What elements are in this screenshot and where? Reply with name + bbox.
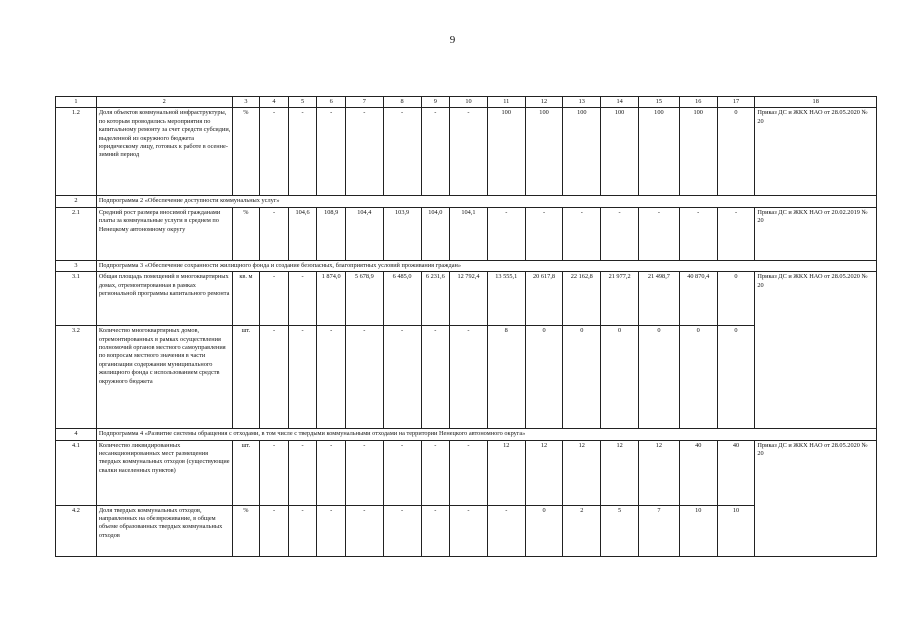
indicator-row (56, 505, 877, 556)
indicator-value: - (345, 326, 383, 429)
indicator-value: - (345, 505, 383, 556)
indicator-name: Общая площадь помещений в многоквартирных домах, отремонтированная в рамках региональной программы капитального ремонта (96, 272, 232, 326)
indicator-value: - (679, 207, 717, 260)
indicator-value: 108,9 (317, 207, 346, 260)
indicator-value: - (450, 108, 488, 196)
indicator-value: 0 (717, 326, 755, 429)
column-number-header: 9 (421, 97, 450, 108)
indicator-value: - (260, 272, 289, 326)
indicator-value: - (317, 108, 346, 196)
indicator-value: - (638, 207, 679, 260)
indicator-value: 22 162,8 (563, 272, 601, 326)
column-number-header: 8 (383, 97, 421, 108)
indicator-value: 12 (525, 440, 563, 505)
indicator-unit: шт. (232, 326, 260, 429)
column-number-header: 7 (345, 97, 383, 108)
indicator-value: 104,0 (421, 207, 450, 260)
indicator-value: 12 792,4 (450, 272, 488, 326)
indicator-name: Доля объектов коммунальной инфраструктуры, по которым проводились мероприятия по капитальному ремонту за счет средств субсидии, выделенной из окружного бюджета юридическому лицу, готовых к работе в осенне-зимний период (96, 108, 232, 196)
header-row (56, 97, 877, 108)
indicator-number: 3.2 (56, 326, 97, 429)
legal-basis: Приказ ДС и ЖКХ НАО от 28.05.2020 № 20 (755, 440, 877, 556)
indicator-name: Количество ликвидированных несанкционированных мест размещения твердых коммунальных отходов (существующие свалки населенных пунктов) (96, 440, 232, 505)
indicator-value: - (383, 440, 421, 505)
indicator-value: 100 (679, 108, 717, 196)
indicator-value: - (487, 505, 525, 556)
indicator-name: Количество многоквартирных домов, отремонтированных в рамках осуществления полномочий органов местного самоуправления по вопросам местного значения в части организации содержания муниципального жилищного фонда с использованием средств окружного бюджета (96, 326, 232, 429)
indicator-value: 2 (563, 505, 601, 556)
indicator-value: 21 977,2 (601, 272, 639, 326)
column-number-header: 1 (56, 97, 97, 108)
indicator-row (56, 326, 877, 429)
section-number: 2 (56, 196, 97, 207)
column-number-header: 11 (487, 97, 525, 108)
indicator-value: 0 (525, 505, 563, 556)
indicator-row (56, 207, 877, 260)
section-number: 3 (56, 260, 97, 271)
indicator-unit: шт. (232, 440, 260, 505)
indicator-value: 13 555,1 (487, 272, 525, 326)
indicator-value: 100 (601, 108, 639, 196)
indicator-value: 0 (717, 272, 755, 326)
indicator-value: 5 (601, 505, 639, 556)
indicator-name: Средний рост размера вносимой гражданами платы за коммунальные услуги в среднем по Ненецкому автономному округу (96, 207, 232, 260)
indicator-value: - (717, 207, 755, 260)
indicator-value: 6 231,6 (421, 272, 450, 326)
indicator-unit: кв. м (232, 272, 260, 326)
indicator-value: - (601, 207, 639, 260)
indicator-number: 2.1 (56, 207, 97, 260)
indicator-value: 104,1 (450, 207, 488, 260)
indicator-value: 21 498,7 (638, 272, 679, 326)
indicator-value: 40 (679, 440, 717, 505)
column-number-header: 18 (755, 97, 877, 108)
indicator-value: 103,9 (383, 207, 421, 260)
indicator-value: - (288, 440, 317, 505)
indicator-row (56, 108, 877, 196)
indicator-value: - (450, 440, 488, 505)
column-number-header: 17 (717, 97, 755, 108)
indicator-value: 8 (487, 326, 525, 429)
column-number-header: 10 (450, 97, 488, 108)
indicator-value: - (563, 207, 601, 260)
indicator-value: 0 (601, 326, 639, 429)
indicator-value: 0 (717, 108, 755, 196)
legal-basis: Приказ ДС и ЖКХ НАО от 28.05.2020 № 20 (755, 108, 877, 196)
indicator-number: 3.1 (56, 272, 97, 326)
indicator-unit: % (232, 505, 260, 556)
column-number-header: 13 (563, 97, 601, 108)
indicator-value: - (260, 326, 289, 429)
indicator-value: 104,4 (345, 207, 383, 260)
indicator-value: 100 (525, 108, 563, 196)
column-number-header: 12 (525, 97, 563, 108)
column-number-header: 15 (638, 97, 679, 108)
column-number-header: 5 (288, 97, 317, 108)
indicator-value: - (260, 505, 289, 556)
indicator-value: - (421, 326, 450, 429)
legal-basis: Приказ ДС и ЖКХ НАО от 20.02.2019 № 20 (755, 207, 877, 260)
indicator-number: 4.1 (56, 440, 97, 505)
indicator-value: - (317, 505, 346, 556)
indicator-value: - (421, 108, 450, 196)
indicator-value: - (345, 108, 383, 196)
indicator-value: - (288, 272, 317, 326)
subprogram-row (56, 196, 877, 207)
indicator-value: 1 874,0 (317, 272, 346, 326)
indicator-value: - (450, 505, 488, 556)
indicator-value: 0 (638, 326, 679, 429)
column-number-header: 4 (260, 97, 289, 108)
indicator-value: 12 (563, 440, 601, 505)
indicator-value: - (487, 207, 525, 260)
indicator-value: 12 (487, 440, 525, 505)
indicator-value: 10 (717, 505, 755, 556)
section-title: Подпрограмма 4 «Развитие системы обращения с отходами, в том числе с твердыми коммунальными отходами на территории Ненецкого автономного округа» (96, 429, 876, 440)
column-number-header: 3 (232, 97, 260, 108)
legal-basis: Приказ ДС и ЖКХ НАО от 28.05.2020 № 20 (755, 272, 877, 429)
indicator-value: - (260, 108, 289, 196)
indicator-value: - (383, 326, 421, 429)
indicator-value: - (317, 440, 346, 505)
indicator-value: - (317, 326, 346, 429)
indicator-value: 100 (638, 108, 679, 196)
indicator-value: 100 (487, 108, 525, 196)
indicator-number: 4.2 (56, 505, 97, 556)
indicator-value: 12 (601, 440, 639, 505)
indicator-number: 1.2 (56, 108, 97, 196)
indicator-value: - (421, 505, 450, 556)
indicator-value: 0 (563, 326, 601, 429)
indicator-value: - (288, 108, 317, 196)
indicator-value: - (450, 326, 488, 429)
section-title: Подпрограмма 2 «Обеспечение доступности коммунальных услуг» (96, 196, 876, 207)
indicator-value: - (260, 440, 289, 505)
indicator-value: 20 617,8 (525, 272, 563, 326)
indicator-value: 5 678,9 (345, 272, 383, 326)
indicator-row (56, 440, 877, 505)
indicator-value: - (525, 207, 563, 260)
indicator-unit: % (232, 207, 260, 260)
indicator-value: 104,6 (288, 207, 317, 260)
subprogram-row (56, 260, 877, 271)
indicator-value: - (288, 326, 317, 429)
indicator-value: - (421, 440, 450, 505)
indicator-value: - (288, 505, 317, 556)
indicator-value: 0 (525, 326, 563, 429)
indicator-value: 100 (563, 108, 601, 196)
section-number: 4 (56, 429, 97, 440)
column-number-header: 2 (96, 97, 232, 108)
indicator-value: - (260, 207, 289, 260)
indicator-value: 40 870,4 (679, 272, 717, 326)
column-number-header: 14 (601, 97, 639, 108)
indicator-row (56, 272, 877, 326)
indicator-value: 10 (679, 505, 717, 556)
indicator-unit: % (232, 108, 260, 196)
indicator-value: - (383, 505, 421, 556)
section-title: Подпрограмма 3 «Обеспечение сохранности жилищного фонда и создание безопасных, благоприятных условий проживания граждан» (96, 260, 876, 271)
indicator-value: 12 (638, 440, 679, 505)
indicators-table (55, 96, 877, 557)
indicator-value: 6 485,0 (383, 272, 421, 326)
subprogram-row (56, 429, 877, 440)
indicator-name: Доля твердых коммунальных отходов, направленных на обезвреживание, в общем объеме образованных твердых коммунальных отходов (96, 505, 232, 556)
indicator-value: - (345, 440, 383, 505)
column-number-header: 6 (317, 97, 346, 108)
indicator-value: - (383, 108, 421, 196)
page-number: 9 (449, 34, 456, 46)
column-number-header: 16 (679, 97, 717, 108)
indicator-value: 40 (717, 440, 755, 505)
indicator-value: 0 (679, 326, 717, 429)
indicator-value: 7 (638, 505, 679, 556)
